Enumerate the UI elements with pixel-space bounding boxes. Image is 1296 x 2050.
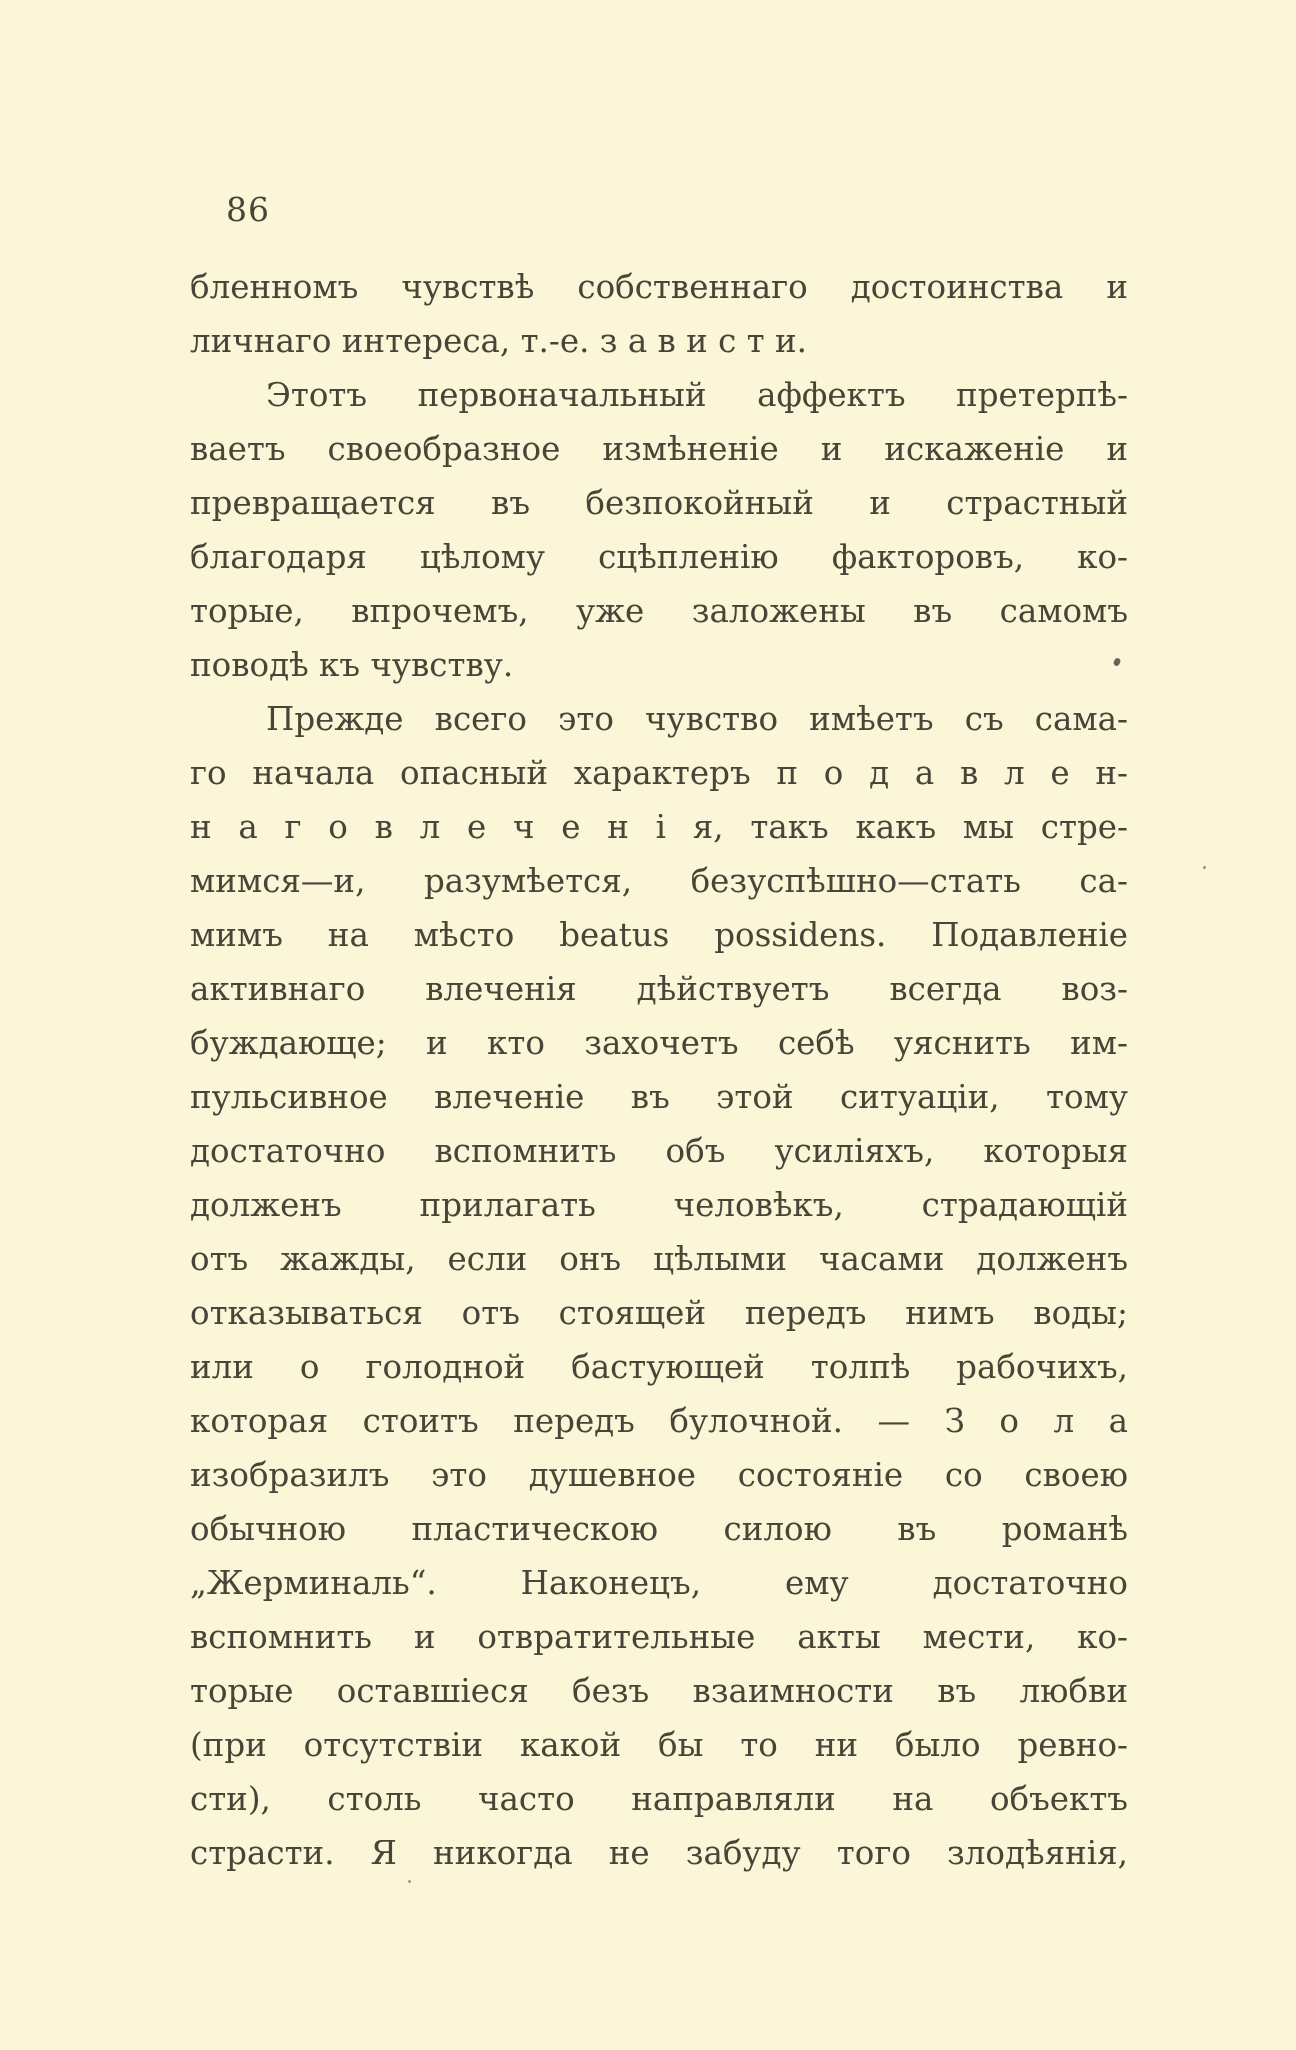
text-line: буждающе; и кто захочетъ себѣ уяснить им-	[190, 1024, 1128, 1062]
text-line: отказываться отъ стоящей передъ нимъ воды;	[190, 1294, 1128, 1332]
text-line: поводѣ къ чувству.	[190, 646, 514, 684]
text-line: ваетъ своеобразное измѣненіе и искаженіе и	[190, 430, 1128, 468]
text-line: которая стоитъ передъ булочной. — З о л а	[190, 1402, 1128, 1440]
text-line: го начала опасный характеръ п о д а в л е н-	[190, 754, 1128, 792]
text-line: Прежде всего это чувство имѣетъ съ сама-	[266, 700, 1128, 738]
text-line: Этотъ первоначальный аффектъ претерпѣ-	[266, 376, 1128, 414]
text-line: активнаго влеченія дѣйствуетъ всегда воз-	[190, 970, 1128, 1008]
text-line: пульсивное влеченіе въ этой ситуаціи, тому	[190, 1078, 1128, 1116]
text-line: н а г о в л е ч е н і я, такъ какъ мы стре-	[190, 808, 1128, 846]
text-line: бленномъ чувствѣ собственнаго достоинства и	[190, 268, 1128, 306]
text-line: долженъ прилагать человѣкъ, страдающій	[190, 1186, 1128, 1224]
text-line: обычною пластическою силою въ романѣ	[190, 1510, 1128, 1548]
text-line: изобразилъ это душевное состояніе со своею	[190, 1456, 1128, 1494]
text-line: сти), столь часто направляли на объектъ	[190, 1780, 1128, 1818]
text-line: (при отсутствіи какой бы то ни было ревно-	[190, 1726, 1128, 1764]
text-line: или о голодной бастующей толпѣ рабочихъ,	[190, 1348, 1128, 1386]
text-line: мимъ на мѣсто beatus possidens. Подавленіе	[190, 916, 1128, 954]
text-line: торые оставшіеся безъ взаимности въ любви	[190, 1672, 1128, 1710]
text-line: торые, впрочемъ, уже заложены въ самомъ	[190, 592, 1128, 630]
text-line: страсти. Я никогда не забуду того злодѣянія,	[190, 1834, 1128, 1872]
ink-speck	[408, 1880, 412, 1884]
body-text	[190, 260, 1128, 1880]
text-line: отъ жажды, если онъ цѣлыми часами долженъ	[190, 1240, 1128, 1278]
text-line: личнаго интереса, т.-е. з а в и с т и.	[190, 322, 807, 360]
text-line: достаточно вспомнить объ усиліяхъ, которыя	[190, 1132, 1128, 1170]
text-line: превращается въ безпокойный и страстный	[190, 484, 1128, 522]
text-line: благодаря цѣлому сцѣпленію факторовъ, ко-	[190, 538, 1128, 576]
text-line: „Жерминаль“. Наконецъ, ему достаточно	[190, 1564, 1128, 1602]
page-number: 86	[226, 190, 270, 229]
text-line: мимся—и, разумѣется, безуспѣшно—стать са-	[190, 862, 1128, 900]
ink-speck	[1203, 866, 1207, 870]
text-line: вспомнить и отвратительные акты мести, ко-	[190, 1618, 1128, 1656]
